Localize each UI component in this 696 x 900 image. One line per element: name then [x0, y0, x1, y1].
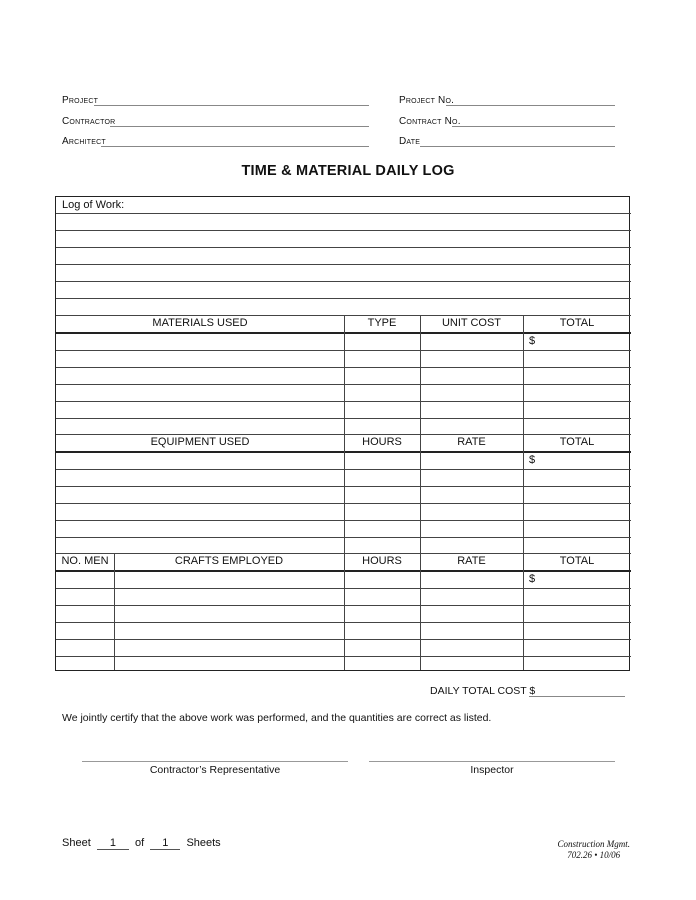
crafts-employed-header: CRAFTS EMPLOYED [174, 555, 284, 567]
contractor-label: Contractor [62, 116, 116, 127]
date-field[interactable] [420, 146, 615, 147]
project-field[interactable] [94, 105, 369, 106]
log-row-line [56, 298, 631, 299]
inspector-label: Inspector [470, 764, 514, 776]
crafts-total-header: TOTAL [559, 555, 595, 567]
materials-currency: $ [529, 335, 536, 347]
equipment-hours-header: HOURS [362, 436, 402, 448]
project-label: Project [62, 95, 99, 106]
materials-header: MATERIALS USED [152, 317, 248, 329]
contractor-rep-label: Contractor’s Representative [149, 764, 281, 776]
daily-total-field[interactable] [529, 696, 625, 697]
sheet-total[interactable]: 1 [150, 837, 180, 850]
project-no-field[interactable] [446, 105, 615, 106]
contract-no-label: Contract No. [399, 116, 461, 127]
certification-text: We jointly certify that the above work was performed, and the quantities are correct as listed. [62, 712, 492, 724]
contractor-field[interactable] [110, 126, 369, 127]
log-row-line [56, 264, 631, 265]
equipment-currency: $ [529, 454, 536, 466]
log-table [55, 196, 630, 671]
log-row-line [56, 247, 631, 248]
column-line [344, 315, 345, 670]
materials-type-header: TYPE [367, 317, 397, 329]
form-title: TIME & MATERIAL DAILY LOG [241, 163, 455, 179]
equipment-rate-header: RATE [457, 436, 486, 448]
sheet-counter [62, 837, 221, 850]
crafts-rate-header: RATE [457, 555, 486, 567]
project-no-label: Project No. [399, 95, 455, 106]
crafts-men-header: NO. MEN [61, 555, 109, 567]
inspector-signature-line[interactable] [369, 761, 615, 762]
column-line [523, 315, 524, 670]
equipment-header: EQUIPMENT USED [150, 436, 250, 448]
form-code: 702.26 • 10/06 [567, 850, 621, 860]
column-line [114, 553, 115, 670]
architect-label: Architect [62, 136, 106, 147]
sheets-label: Sheets [186, 837, 221, 849]
of-label: of [135, 837, 145, 849]
form-id [557, 839, 630, 861]
crafts-hours-header: HOURS [362, 555, 402, 567]
daily-total [430, 685, 535, 697]
materials-total-header: TOTAL [559, 317, 595, 329]
equipment-total-header: TOTAL [559, 436, 595, 448]
log-of-work-label: Log of Work: [62, 199, 125, 211]
column-line [420, 315, 421, 670]
contract-no-field[interactable] [452, 126, 615, 127]
log-row-line [56, 230, 631, 231]
crafts-currency: $ [529, 573, 536, 585]
log-row-line [56, 281, 631, 282]
sheet-label: Sheet [62, 837, 91, 849]
log-row-line [56, 213, 631, 214]
contractor-signature-line[interactable] [82, 761, 348, 762]
architect-field[interactable] [101, 146, 369, 147]
sheet-number[interactable]: 1 [97, 837, 129, 850]
org-name: Construction Mgmt. [557, 839, 630, 849]
date-label: Date [399, 136, 421, 147]
materials-unit-cost-header: UNIT COST [441, 317, 502, 329]
daily-total-label: DAILY TOTAL COST $ [430, 685, 536, 697]
